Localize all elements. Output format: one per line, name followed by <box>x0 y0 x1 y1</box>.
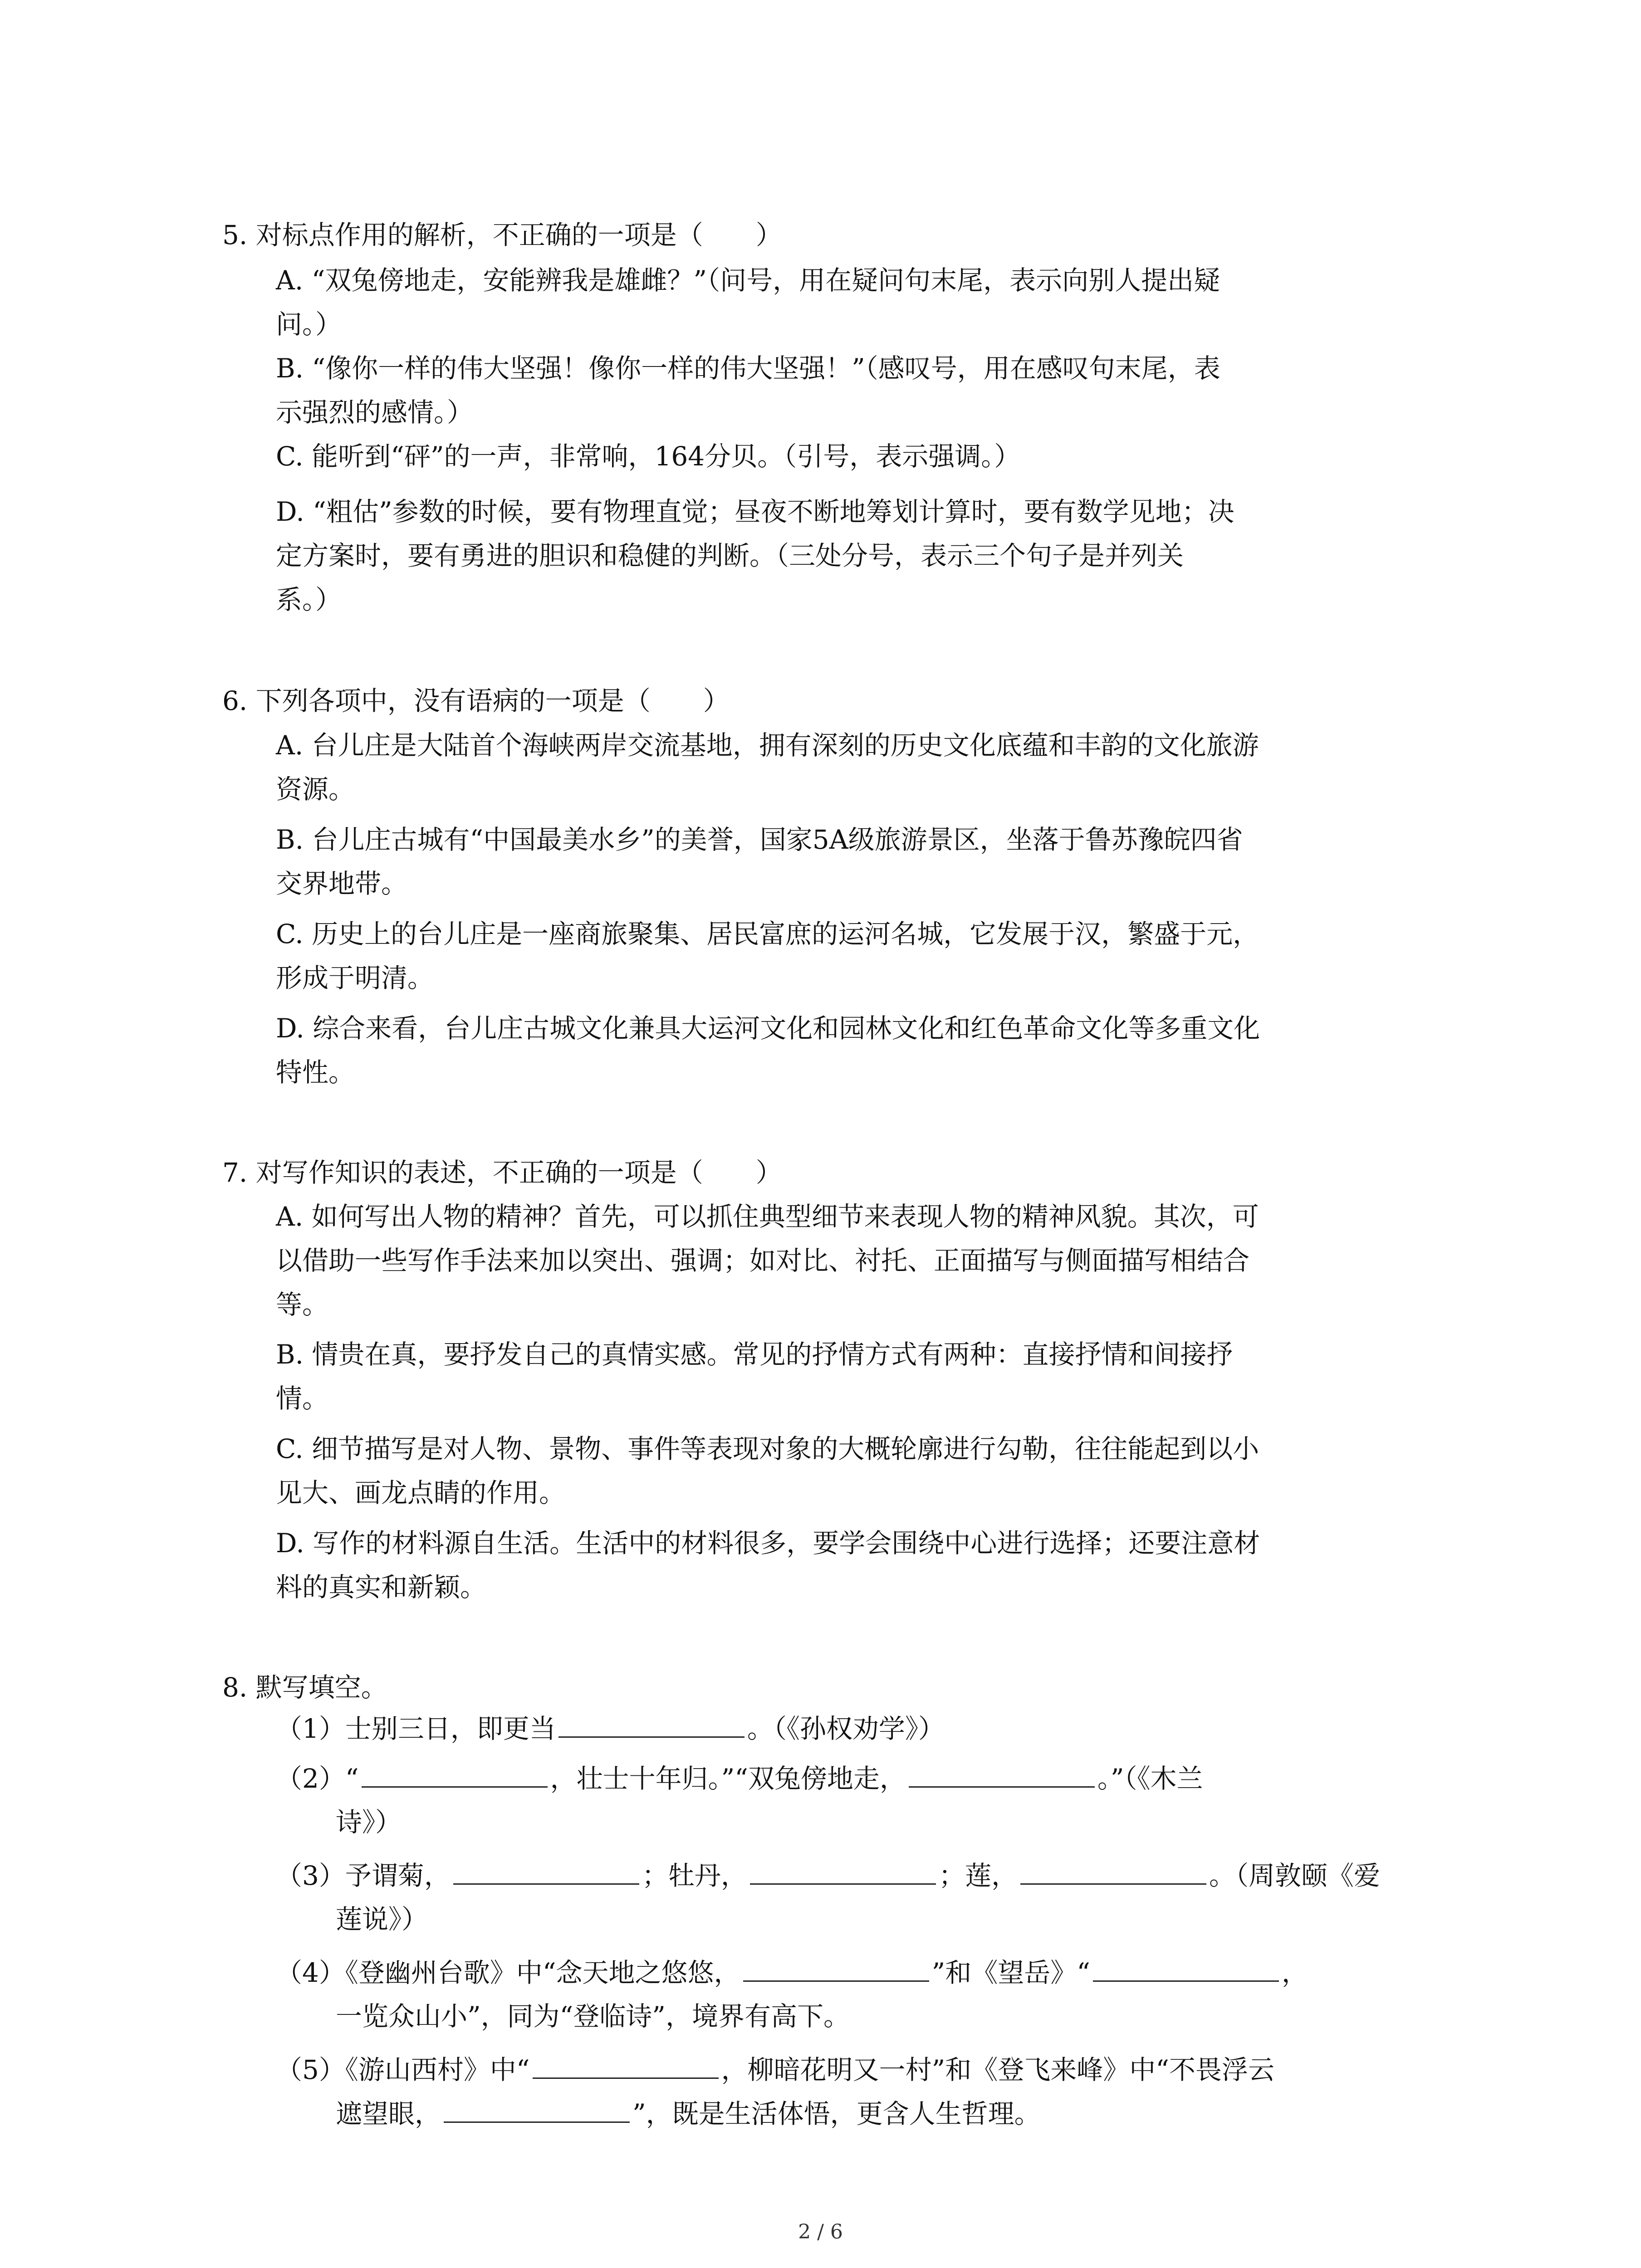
question-5-option-d: D. “粗估”参数的时候，要有物理直觉；昼夜不断地筹划计算时，要有数学见地；决 <box>276 496 1234 527</box>
question-6-option-b-cont: 交界地带。 <box>276 868 408 899</box>
question-7-option-d: D. 写作的材料源自生活。生活中的材料很多，要学会围绕中心进行选择；还要注意材 <box>276 1528 1260 1559</box>
question-6-stem: 6. 下列各项中，没有语病的一项是（ ） <box>222 685 730 716</box>
question-7-option-b-cont: 情。 <box>276 1383 329 1414</box>
question-6-option-a: A. 台儿庄是大陆首个海峡两岸交流基地，拥有深刻的历史文化底蕴和丰韵的文化旅游 <box>276 730 1259 761</box>
answer-blank[interactable] <box>909 1760 1095 1788</box>
answer-blank[interactable] <box>444 2095 630 2123</box>
item-text: 遮望眼， <box>336 2098 441 2129</box>
question-5-option-d-cont-2: 系。） <box>276 584 342 615</box>
item-text: ，柳暗花明又一村”和《登飞来峰》中“不畏浮云 <box>721 2054 1274 2085</box>
question-7-option-a-cont-1: 以借助一些写作手法来加以突出、强调；如对比、衬托、正面描写与侧面描写相结合 <box>276 1245 1250 1276</box>
answer-blank[interactable] <box>1093 1954 1279 1982</box>
question-5-option-a-cont: 问。） <box>276 309 342 340</box>
item-text: 。（周敦颐《爱 <box>1209 1860 1380 1891</box>
item-number: （4） <box>276 1957 345 1988</box>
question-6-option-b: B. 台儿庄古城有“中国最美水乡”的美誉，国家5A级旅游景区，坐落于鲁苏豫皖四省 <box>276 824 1243 855</box>
question-5-option-b: B. “像你一样的伟大坚强！像你一样的伟大坚强！”（感叹号，用在感叹句末尾，表 <box>276 353 1220 384</box>
item-text: ， <box>1281 1957 1308 1988</box>
question-7-option-a: A. 如何写出人物的精神？首先，可以抓住典型细节来表现人物的精神风貌。其次，可 <box>276 1201 1259 1232</box>
question-5-option-c: C. 能听到“砰”的一声，非常响，164分贝。（引号，表示强调。） <box>276 441 1021 472</box>
item-text: ；莲， <box>938 1860 1018 1891</box>
fill-item-3 <box>276 1857 1380 1894</box>
answer-blank[interactable] <box>362 1760 548 1788</box>
item-number: （5） <box>276 2054 345 2085</box>
question-7-option-d-cont: 料的真实和新颖。 <box>276 1572 487 1603</box>
item-text: “ <box>345 1763 359 1794</box>
answer-blank[interactable] <box>533 2051 719 2079</box>
question-7-option-a-cont-2: 等。 <box>276 1289 329 1320</box>
item-text: 。”（《木兰 <box>1097 1763 1203 1794</box>
question-5-option-d-cont-1: 定方案时，要有勇进的胆识和稳健的判断。（三处分号，表示三个句子是并列关 <box>276 540 1184 571</box>
fill-item-3-cont: 莲说》） <box>336 1904 428 1935</box>
answer-blank[interactable] <box>1020 1857 1206 1885</box>
item-number: （1） <box>276 1713 345 1744</box>
page-number: 2 / 6 <box>798 2220 843 2244</box>
question-6-option-d: D. 综合来看，台儿庄古城文化兼具大运河文化和园林文化和红色革命文化等多重文化 <box>276 1013 1260 1044</box>
answer-blank[interactable] <box>453 1857 639 1885</box>
item-number: （2） <box>276 1763 345 1794</box>
question-7-option-c-cont: 见大、画龙点睛的作用。 <box>276 1477 566 1508</box>
item-text: ”，既是生活体悟，更含人生哲理。 <box>632 2098 1041 2129</box>
question-6-option-d-cont: 特性。 <box>276 1057 355 1088</box>
fill-item-2-cont: 诗》） <box>336 1807 402 1838</box>
fill-item-4-cont: 一览众山小”，同为“登临诗”，境界有高下。 <box>336 2001 850 2032</box>
item-text: ；牡丹， <box>642 1860 747 1891</box>
item-text: 《游山西村》中“ <box>345 2054 530 2085</box>
item-text: 《登幽州台歌》中“念天地之悠悠， <box>345 1957 740 1988</box>
item-text: 。（《孙权劝学》） <box>747 1713 945 1744</box>
question-6-option-a-cont: 资源。 <box>276 774 355 805</box>
question-7-option-c: C. 细节描写是对人物、景物、事件等表现对象的大概轮廓进行勾勒，往往能起到以小 <box>276 1433 1259 1464</box>
fill-item-4 <box>276 1954 1308 1991</box>
question-7-stem: 7. 对写作知识的表述，不正确的一项是（ ） <box>222 1157 782 1188</box>
question-6-option-c: C. 历史上的台儿庄是一座商旅聚集、居民富庶的运河名城，它发展于汉，繁盛于元， <box>276 919 1259 949</box>
fill-item-1 <box>276 1710 945 1747</box>
fill-item-5-cont <box>336 2095 1041 2132</box>
answer-blank[interactable] <box>750 1857 936 1885</box>
fill-item-5 <box>276 2051 1274 2088</box>
question-5-option-b-cont: 示强烈的感情。） <box>276 397 474 428</box>
question-5-stem: 5. 对标点作用的解析，不正确的一项是（ ） <box>222 220 782 250</box>
item-text: ”和《望岳》“ <box>931 1957 1090 1988</box>
item-number: （3） <box>276 1860 345 1891</box>
question-6-option-c-cont: 形成于明清。 <box>276 963 434 993</box>
answer-blank[interactable] <box>743 1954 929 1982</box>
fill-item-2 <box>276 1760 1203 1797</box>
item-text: ，壮士十年归。”“双兔傍地走， <box>550 1763 906 1794</box>
question-8-stem: 8. 默写填空。 <box>222 1672 387 1703</box>
answer-blank[interactable] <box>558 1710 745 1738</box>
item-text: 予谓菊， <box>345 1860 451 1891</box>
question-5-option-a: A. “双兔傍地走，安能辨我是雄雌？”（问号，用在疑问句末尾，表示向别人提出疑 <box>276 265 1220 296</box>
item-text: 士别三日，即更当 <box>345 1713 556 1744</box>
question-7-option-b: B. 情贵在真，要抒发自己的真情实感。常见的抒情方式有两种：直接抒情和间接抒 <box>276 1339 1233 1370</box>
